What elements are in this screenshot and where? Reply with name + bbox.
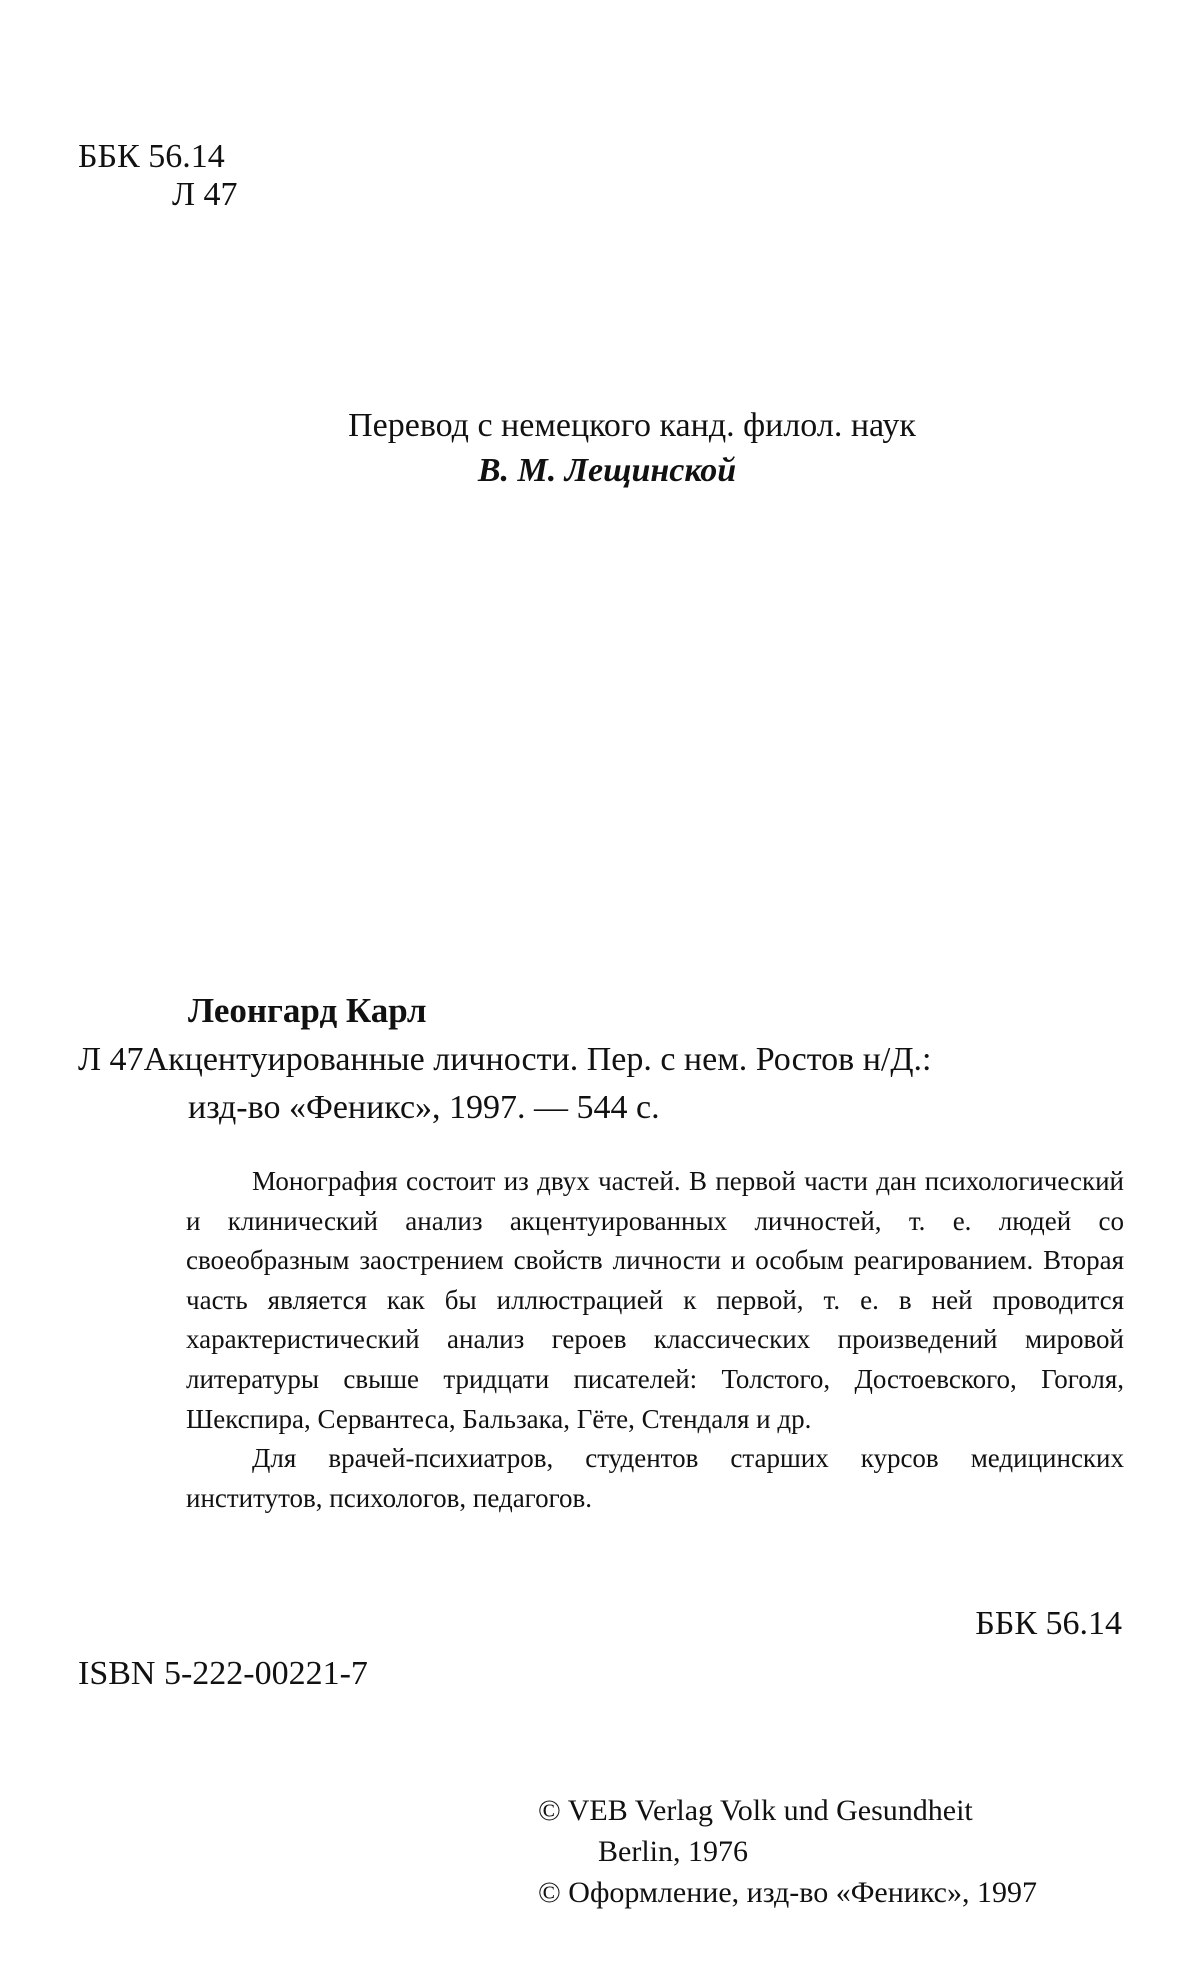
- catalog-imprint: изд-во «Феникс», 1997. — 544 с.: [188, 1089, 660, 1126]
- catalog-title-line-1: [78, 1036, 1128, 1084]
- annotation: [186, 1162, 1124, 1518]
- copyright-design: © Оформление, изд-во «Феникс», 1997: [538, 1876, 1037, 1909]
- isbn: ISBN 5-222-00221-7: [78, 1655, 368, 1692]
- catalog-title: Акцентуированные личности. Пер. с нем. Ростов н/Д.:: [143, 1041, 932, 1078]
- bbk-code: ББК 56.14: [78, 138, 225, 175]
- annotation-paragraph-2: Для врачей-психиатров, студентов старших курсов медицинских институтов, психологов, педагогов.: [186, 1443, 1124, 1513]
- copyright-block: [538, 1790, 1037, 1913]
- bbk-classification-top: [78, 138, 238, 214]
- translator-credit: [0, 404, 1200, 494]
- translation-note: Перевод с немецкого канд. филол. наук: [348, 407, 916, 444]
- copyright-place-year: Berlin, 1976: [598, 1835, 748, 1868]
- catalog-entry: [78, 1036, 1128, 1132]
- copyright-original: © VEB Verlag Volk und Gesundheit: [538, 1794, 973, 1827]
- bbk-classification-bottom: ББК 56.14: [975, 1605, 1122, 1642]
- translator-name: В. М. Лещинской: [477, 452, 737, 489]
- author-mark: Л 47: [172, 176, 238, 213]
- annotation-paragraph-1: Монография состоит из двух частей. В первой части дан психологический и клинический анализ акцентуированных личностей, т. е. людей со своеобразным заострением свойств личности и особым реагированием. Вторая часть является как бы иллюстрацией к первой, т. е. в ней проводится характеристический анализ героев классических произведений мировой литературы свыше тридцати писателей: Толстого, Достоевского, Гоголя, Шекспира, Сервантеса, Бальзака, Гёте, Стендаля и др.: [186, 1166, 1124, 1434]
- catalog-author: Леонгард Карл: [188, 991, 427, 1030]
- catalog-code: Л 47: [78, 1041, 144, 1078]
